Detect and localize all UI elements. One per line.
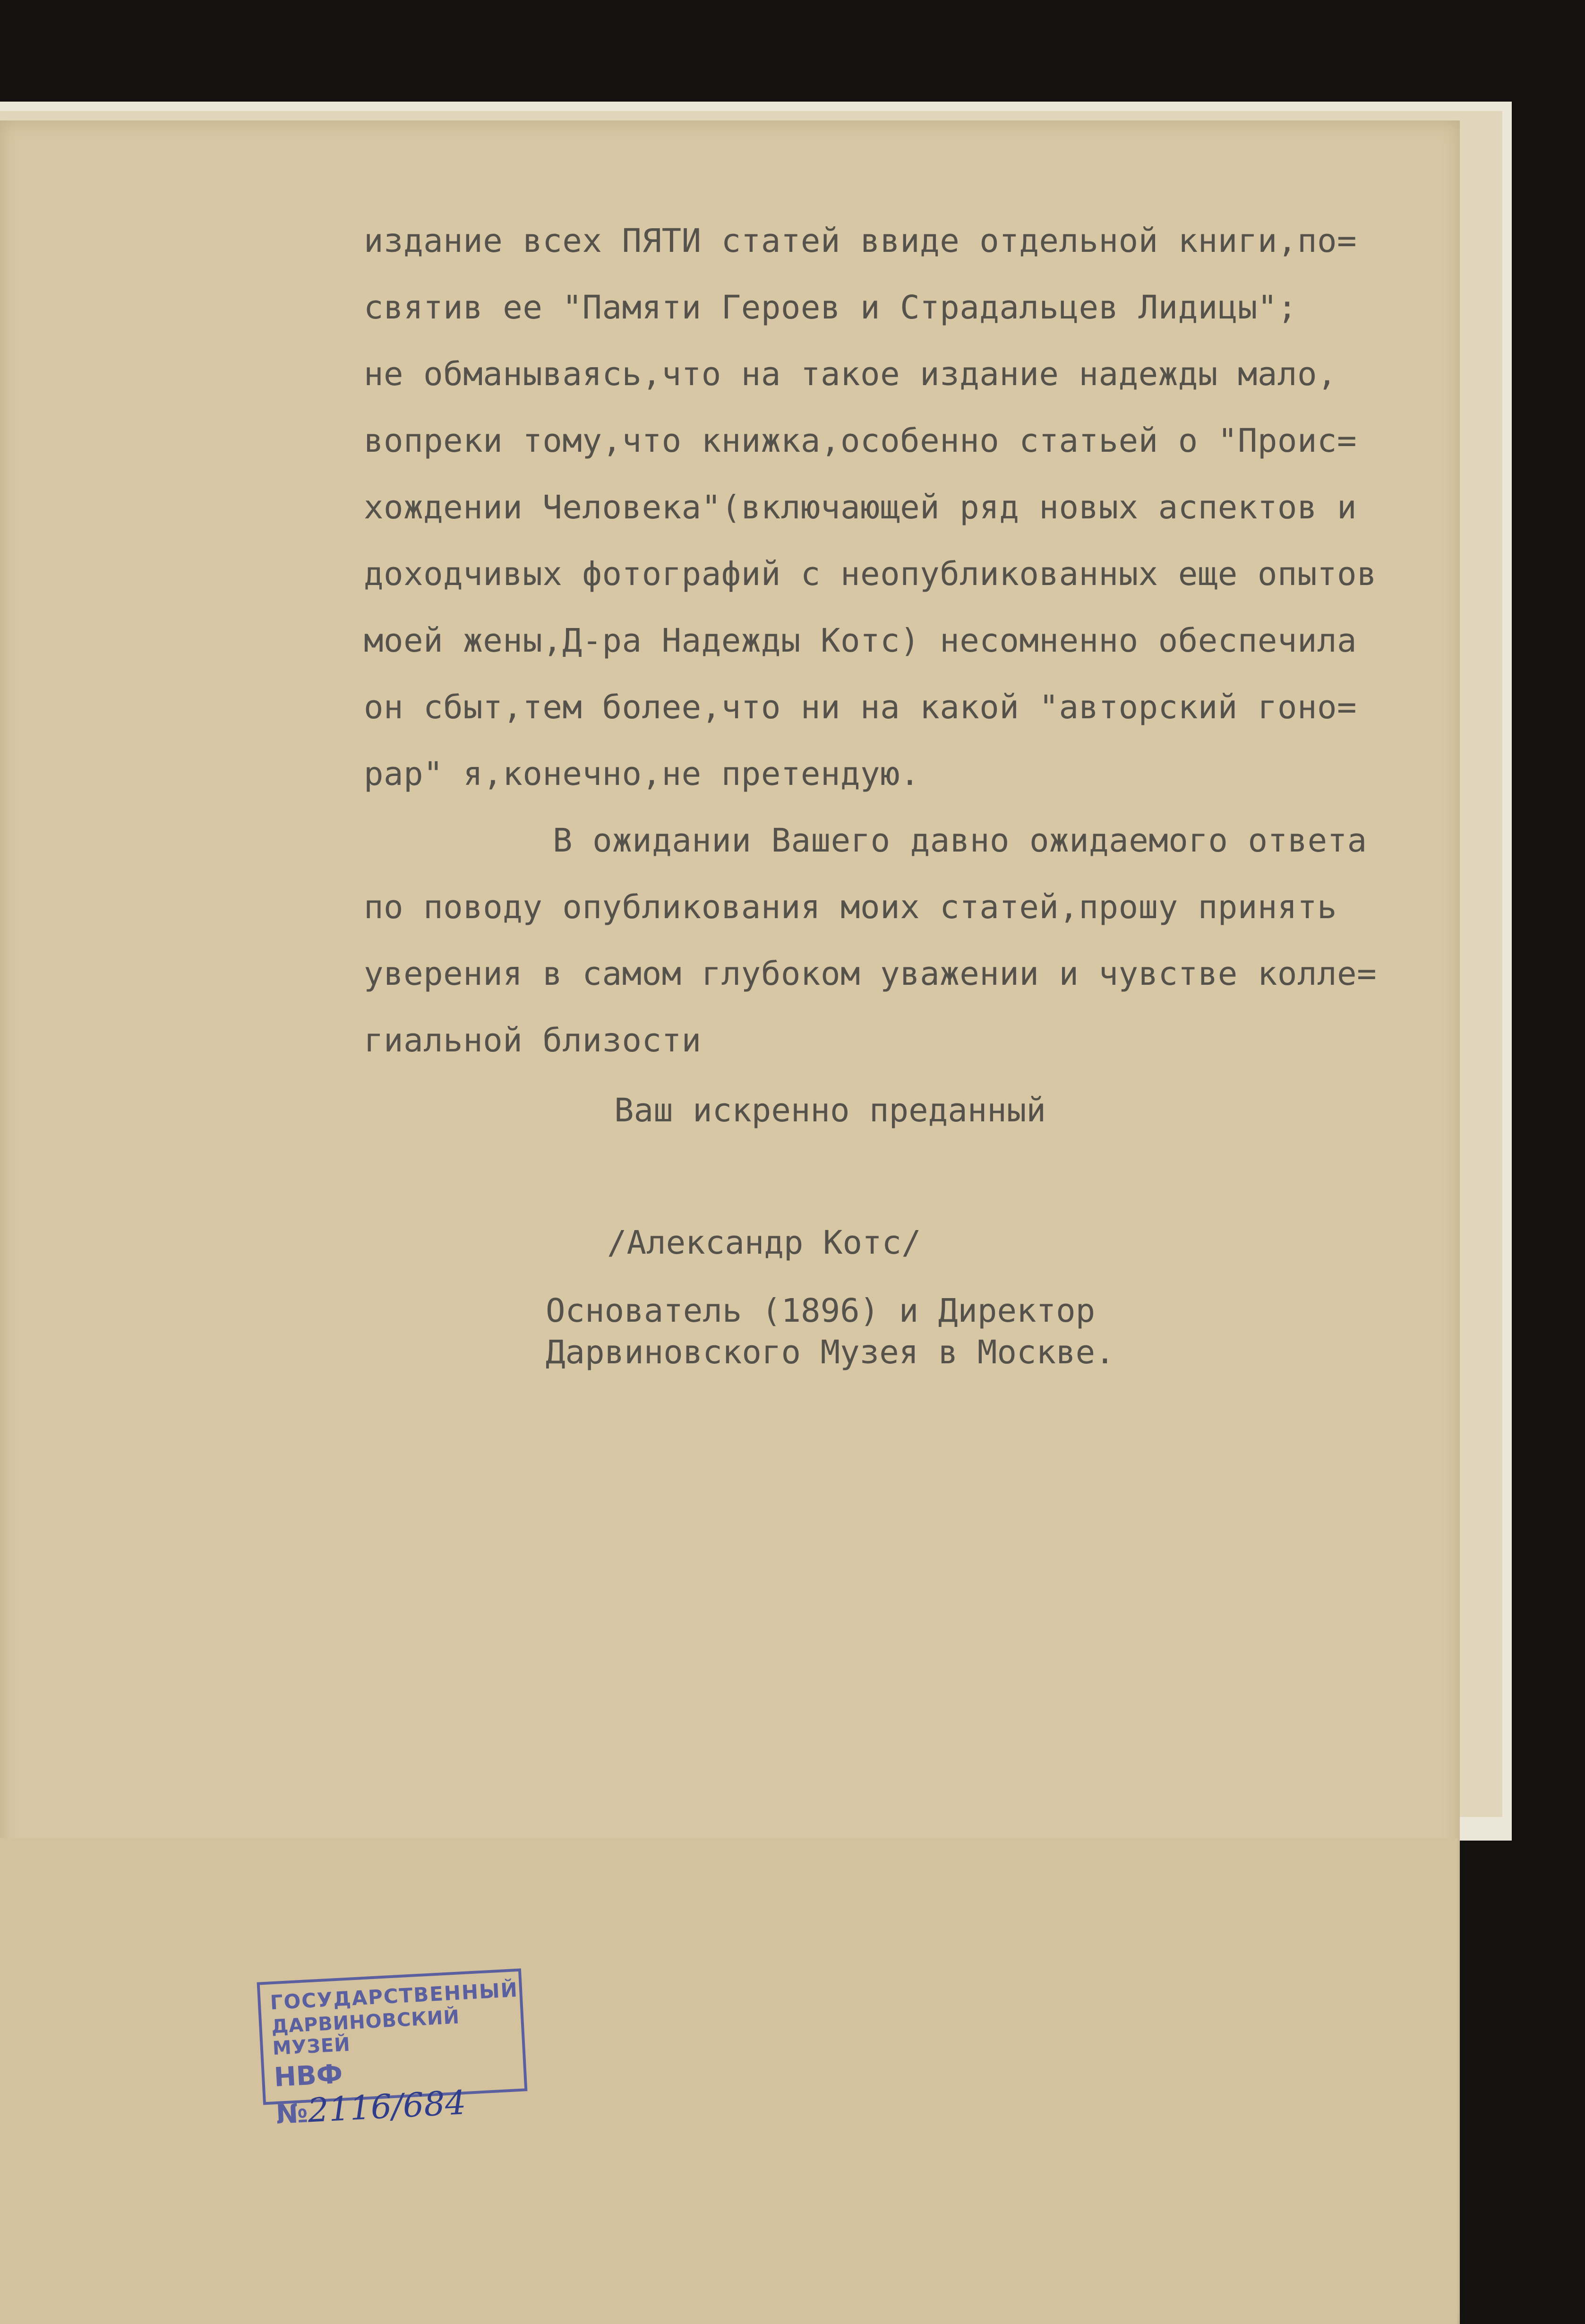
letter-line: уверения в самом глубоком уважении и чувстве колле= <box>364 955 1377 993</box>
stamp-inventory-number: 2116/684 <box>307 2083 467 2130</box>
letter-line: издание всех ПЯТИ статей ввиде отдельной книги,по= <box>364 222 1357 260</box>
stamp-museum-name: ДАРВИНОВСКИЙ МУЗЕЙ <box>271 2006 461 2060</box>
stamp-prefix: НВФ № <box>273 2058 343 2131</box>
signatory-title-line: Основатель (1896) и Директор <box>546 1292 1096 1330</box>
letter-line: В ожидании Вашего давно ожидаемого ответа <box>553 822 1367 860</box>
letter-line: доходчивых фотографий с неопубликованных еще опытов <box>364 555 1377 593</box>
letter-line: моей жены,Д-ра Надежды Котс) несомненно обеспечила <box>364 622 1357 660</box>
letter-line: он сбыт,тем более,что ни на какой "авторский гоно= <box>364 689 1357 726</box>
stamp-inventory-line <box>273 2050 516 2132</box>
closing-phrase: Ваш искренно преданный <box>614 1092 1046 1129</box>
signatory-title <box>546 1290 1115 1373</box>
letter-line: не обманываясь,что на такое издание надежды мало, <box>364 355 1337 393</box>
signature-name: /Александр Котс/ <box>607 1224 921 1262</box>
letter-line: по поводу опубликования моих статей,прошу принять <box>364 888 1337 926</box>
museum-stamp <box>257 1969 528 2131</box>
letter-line: гиальной близости <box>364 1022 702 1059</box>
letter-body <box>364 208 1460 1074</box>
letter-line: хождении Человека"(включающей ряд новых аспектов и <box>364 489 1357 526</box>
letter-line: святив ее "Памяти Героев и Страдальцев Лидицы"; <box>364 289 1297 327</box>
letter-line: рар" я,конечно,не претендую. <box>364 755 920 793</box>
stamp-museum-line: ГОСУДАРСТВЕННЫЙ <box>269 1978 519 2014</box>
letter-line: вопреки тому,что книжка,особенно статьей о "Проис= <box>364 422 1357 460</box>
signatory-title-line: Дарвиновского Музея в Москве. <box>546 1334 1115 1371</box>
document-page-lower <box>0 1838 1457 2324</box>
